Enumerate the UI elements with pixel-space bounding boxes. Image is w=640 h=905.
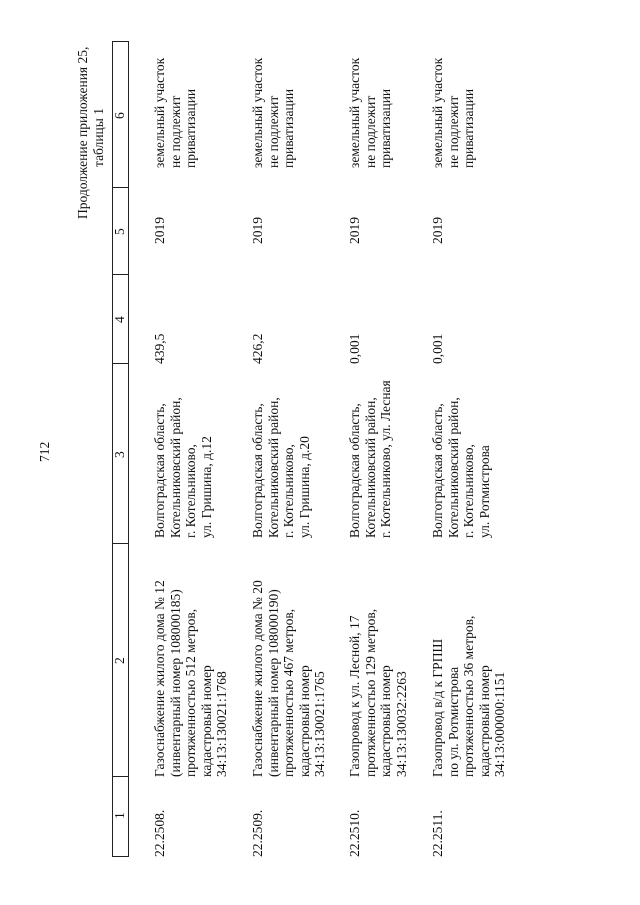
header-sep-4	[112, 363, 129, 364]
row-value: 426,2	[250, 333, 265, 364]
header-sep-6	[112, 187, 129, 188]
row-description: Газоснабжение жилого дома № 20 (инвентарный номер 108000190) протяженностью 467 метров, кадастровый номер 34:13:130021:1765	[250, 580, 327, 777]
row-year: 2019	[250, 217, 265, 244]
column-header-1: 1	[112, 812, 127, 819]
column-header-4: 4	[112, 316, 127, 323]
row-value: 0,001	[430, 333, 445, 364]
page-number: 712	[37, 441, 52, 462]
header-sep-3	[112, 543, 129, 544]
row-address: Волгоградская область, Котельниковский район, г. Котельниково, ул. Лесная	[347, 380, 393, 538]
row-address: Волгоградская область, Котельниковский район, г. Котельниково, ул. Ротмистрова	[430, 397, 492, 538]
header-sep-5	[112, 274, 129, 275]
row-number: 22.2508.	[152, 809, 167, 857]
header-bottom-rule	[128, 41, 129, 857]
column-header-2: 2	[112, 657, 127, 664]
header-sep-2	[112, 776, 129, 777]
row-note: земельный участок не подлежит приватизации	[347, 57, 393, 168]
row-description: Газопровод к ул. Лесной, 17 протяженностью 129 метров, кадастровый номер 34:13:130032:2263	[347, 608, 409, 777]
row-value: 0,001	[347, 333, 362, 364]
row-address: Волгоградская область, Котельниковский район, г. Котельниково, ул. Гришина, д.12	[152, 397, 214, 538]
header-sep-1	[112, 856, 129, 857]
row-value: 439,5	[152, 333, 167, 364]
row-note: земельный участок не подлежит приватизации	[152, 57, 198, 168]
row-year: 2019	[152, 217, 167, 244]
row-note: земельный участок не подлежит приватизации	[250, 57, 296, 168]
row-number: 22.2511.	[430, 810, 445, 857]
column-header-6: 6	[112, 112, 127, 119]
row-description: Газоснабжение жилого дома № 12 (инвентарный номер 108000185) протяженностью 512 метров, кадастровый номер 34:13:130021:1768	[152, 580, 229, 777]
row-note: земельный участок не подлежит приватизации	[430, 57, 476, 168]
row-number: 22.2509.	[250, 809, 265, 857]
continuation-title-line2: таблицы 1	[91, 108, 106, 167]
row-address: Волгоградская область, Котельниковский район, г. Котельниково, ул. Гришина, д.20	[250, 397, 312, 538]
header-top-rule	[112, 41, 113, 857]
row-year: 2019	[430, 217, 445, 244]
continuation-title-line1: Продолжение приложения 25,	[75, 46, 90, 219]
column-header-3: 3	[112, 451, 127, 458]
column-header-5: 5	[112, 228, 127, 235]
row-year: 2019	[347, 217, 362, 244]
row-number: 22.2510.	[347, 809, 362, 857]
header-sep-7	[112, 41, 129, 42]
row-description: Газопровод в/д к ГРПШ по ул. Ротмистрова протяженностью 36 метров, кадастровый номер 34:13:000000:1151	[430, 615, 507, 777]
